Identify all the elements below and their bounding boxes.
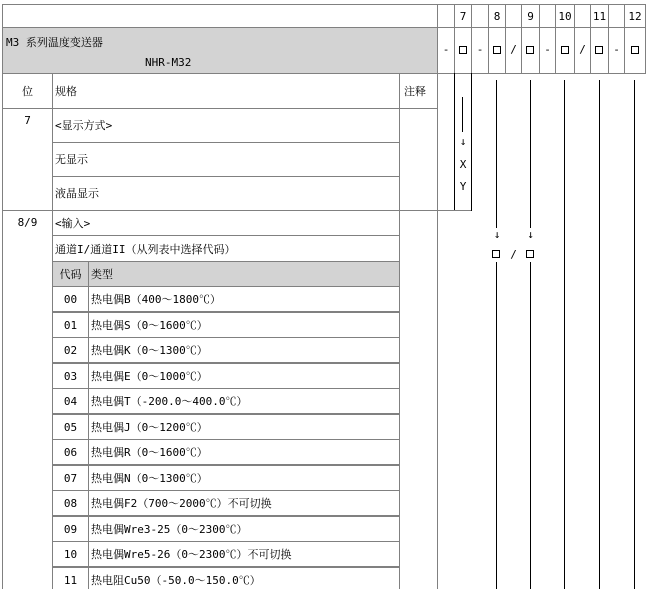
- column-12-header: [624, 4, 646, 28]
- spec-header: [52, 73, 400, 109]
- input-code: 05: [63, 421, 78, 434]
- input-type-cell: [88, 312, 400, 338]
- header-sep-cell: [608, 4, 625, 28]
- arrow-down-icon: ↓: [493, 228, 501, 241]
- column-10-label: 10: [558, 10, 572, 23]
- header-sep-cell: [574, 4, 591, 28]
- display-option-row: [52, 142, 400, 177]
- input-type: 热电偶E（0～1000℃）: [91, 370, 208, 383]
- column-11-header: [590, 4, 609, 28]
- section-89-subtitle: 通道I/通道II（从列表中选择代码）: [55, 243, 236, 256]
- position-header: [2, 73, 53, 109]
- section-7-note: [399, 108, 438, 211]
- code-y: Y: [459, 180, 467, 193]
- input-type-cell: [88, 490, 400, 516]
- input-code: 07: [63, 472, 78, 485]
- section-89-title-cell: [52, 210, 400, 236]
- code-separator: -: [476, 43, 484, 56]
- product-title-cell: [2, 27, 438, 74]
- code-slot-box: [459, 46, 467, 54]
- code-box-channel-1: [492, 250, 500, 258]
- header-sep-cell: [437, 4, 455, 28]
- input-type: 热电偶F2（700～2000℃）不可切换: [91, 497, 272, 510]
- code-slot-8: [488, 27, 506, 74]
- column-12-label: 12: [628, 10, 642, 23]
- input-type-cell: [88, 414, 400, 440]
- section-89-position-label: 8/9: [17, 216, 38, 229]
- display-option-label: 无显示: [55, 153, 88, 166]
- input-type-cell: [88, 541, 400, 567]
- input-type-cell: [88, 337, 400, 363]
- input-code: 04: [63, 395, 78, 408]
- input-code: 03: [63, 370, 78, 383]
- spec-header-label: 规格: [55, 85, 77, 98]
- code-slot-box: [561, 46, 569, 54]
- code-sep-cell: [471, 27, 489, 74]
- section-89-note: [399, 210, 438, 589]
- dash-line-10: [564, 80, 565, 589]
- header-blank-cell: [2, 4, 438, 28]
- dash-line-8: [496, 80, 497, 228]
- input-code-cell: [52, 388, 89, 414]
- column-11-label: 11: [592, 10, 607, 23]
- column-7-label: 7: [459, 10, 467, 23]
- code-sep-cell: [574, 27, 591, 74]
- input-type: 热电偶B（400～1800℃）: [91, 293, 221, 306]
- input-type: 热电阻Cu50（-50.0～150.0℃）: [91, 574, 261, 587]
- header-sep-cell: [505, 4, 522, 28]
- code-x: X: [459, 158, 467, 171]
- column-9-header: [521, 4, 540, 28]
- section-89-position: [2, 210, 53, 589]
- input-code: 08: [63, 497, 78, 510]
- dash-line-11: [599, 80, 600, 589]
- dash-line-9: [530, 80, 531, 228]
- input-type-cell: [88, 567, 400, 589]
- input-type-cell: [88, 363, 400, 389]
- input-code-cell: [52, 439, 89, 465]
- code-separator: -: [613, 43, 620, 56]
- header-sep-cell: [539, 4, 556, 28]
- input-code-cell: [52, 337, 89, 363]
- input-code: 01: [63, 319, 78, 332]
- input-type: 热电偶Wre3-25（0～2300℃）: [91, 523, 248, 536]
- code-sep-cell: [505, 27, 522, 74]
- code-slot-9: [521, 27, 540, 74]
- code-sep-cell: [539, 27, 556, 74]
- input-type-cell: [88, 439, 400, 465]
- section-7-position-label: 7: [24, 114, 31, 127]
- position-header-label: 位: [22, 85, 33, 98]
- input-type-cell: [88, 516, 400, 542]
- input-code: 11: [63, 574, 78, 587]
- input-type: 热电偶K（0～1300℃）: [91, 344, 208, 357]
- input-code: 10: [63, 548, 78, 561]
- input-code-cell: [52, 414, 89, 440]
- code-separator: /: [579, 43, 586, 56]
- code-slot-11: [590, 27, 609, 74]
- type-column-label: 类型: [91, 268, 113, 281]
- section-89-subtitle-cell: [52, 235, 400, 262]
- column-8-header: [488, 4, 506, 28]
- code-slot-box: [595, 46, 603, 54]
- input-type: 热电偶S（0～1600℃）: [91, 319, 208, 332]
- section-89-title: <输入>: [55, 217, 91, 230]
- dash-line-8-lower: [496, 262, 497, 589]
- input-type: 热电偶J（0～1200℃）: [91, 421, 208, 434]
- input-type: 热电偶Wre5-26（0～2300℃）不可切换: [91, 548, 292, 561]
- channel-separator: /: [510, 248, 517, 261]
- grid-line: [437, 210, 471, 212]
- note-header-label: 注释: [404, 85, 426, 98]
- type-column-header: [88, 261, 400, 287]
- input-code: 02: [63, 344, 78, 357]
- dash-line-12: [634, 80, 635, 589]
- input-type-cell: [88, 388, 400, 414]
- column-10-header: [555, 4, 575, 28]
- display-option-label: 液晶显示: [55, 187, 99, 200]
- column-7-header: [454, 4, 472, 28]
- code-column-label: 代码: [59, 268, 82, 281]
- code-separator: -: [544, 43, 551, 56]
- input-code-cell: [52, 490, 89, 516]
- display-option-row: [52, 176, 400, 211]
- code-separator: /: [510, 43, 517, 56]
- input-type-cell: [88, 286, 400, 312]
- dash-line-9-lower: [530, 262, 531, 589]
- input-type: 热电偶N（0～1300℃）: [91, 472, 208, 485]
- code-slot-10: [555, 27, 575, 74]
- arrow-down-icon: ↓: [459, 135, 467, 148]
- input-code: 09: [63, 523, 78, 536]
- input-code-cell: [52, 516, 89, 542]
- code-box-channel-2: [526, 250, 534, 258]
- section-7-title-cell: [52, 108, 400, 143]
- code-slot-box: [493, 46, 501, 54]
- dash-line-7: [462, 97, 463, 132]
- note-header: [399, 73, 438, 109]
- input-type: 热电偶T（-200.0～400.0℃）: [91, 395, 248, 408]
- header-sep-cell: [471, 4, 489, 28]
- code-sep-cell: [437, 27, 455, 74]
- code-slot-box: [631, 46, 639, 54]
- input-code-cell: [52, 541, 89, 567]
- input-code-cell: [52, 312, 89, 338]
- model-number: NHR-M32: [145, 56, 192, 69]
- column-9-label: 9: [527, 10, 534, 23]
- section-7-position: [2, 108, 53, 211]
- code-slot-7: [454, 27, 472, 74]
- code-separator: -: [442, 43, 450, 56]
- input-type: 热电偶R（0～1600℃）: [91, 446, 208, 459]
- code-column-header: [52, 261, 89, 287]
- code-slot-box: [526, 46, 534, 54]
- input-code-cell: [52, 567, 89, 589]
- input-code-cell: [52, 465, 89, 491]
- input-type-cell: [88, 465, 400, 491]
- input-code-cell: [52, 363, 89, 389]
- product-title: M3 系列温度变送器: [6, 36, 103, 49]
- column-8-label: 8: [493, 10, 501, 23]
- code-sep-cell: [608, 27, 625, 74]
- input-code: 00: [63, 293, 78, 306]
- input-code: 06: [63, 446, 78, 459]
- input-code-cell: [52, 286, 89, 312]
- code-slot-12: [624, 27, 646, 74]
- section-7-title: <显示方式>: [55, 119, 113, 132]
- arrow-down-icon: ↓: [527, 228, 534, 241]
